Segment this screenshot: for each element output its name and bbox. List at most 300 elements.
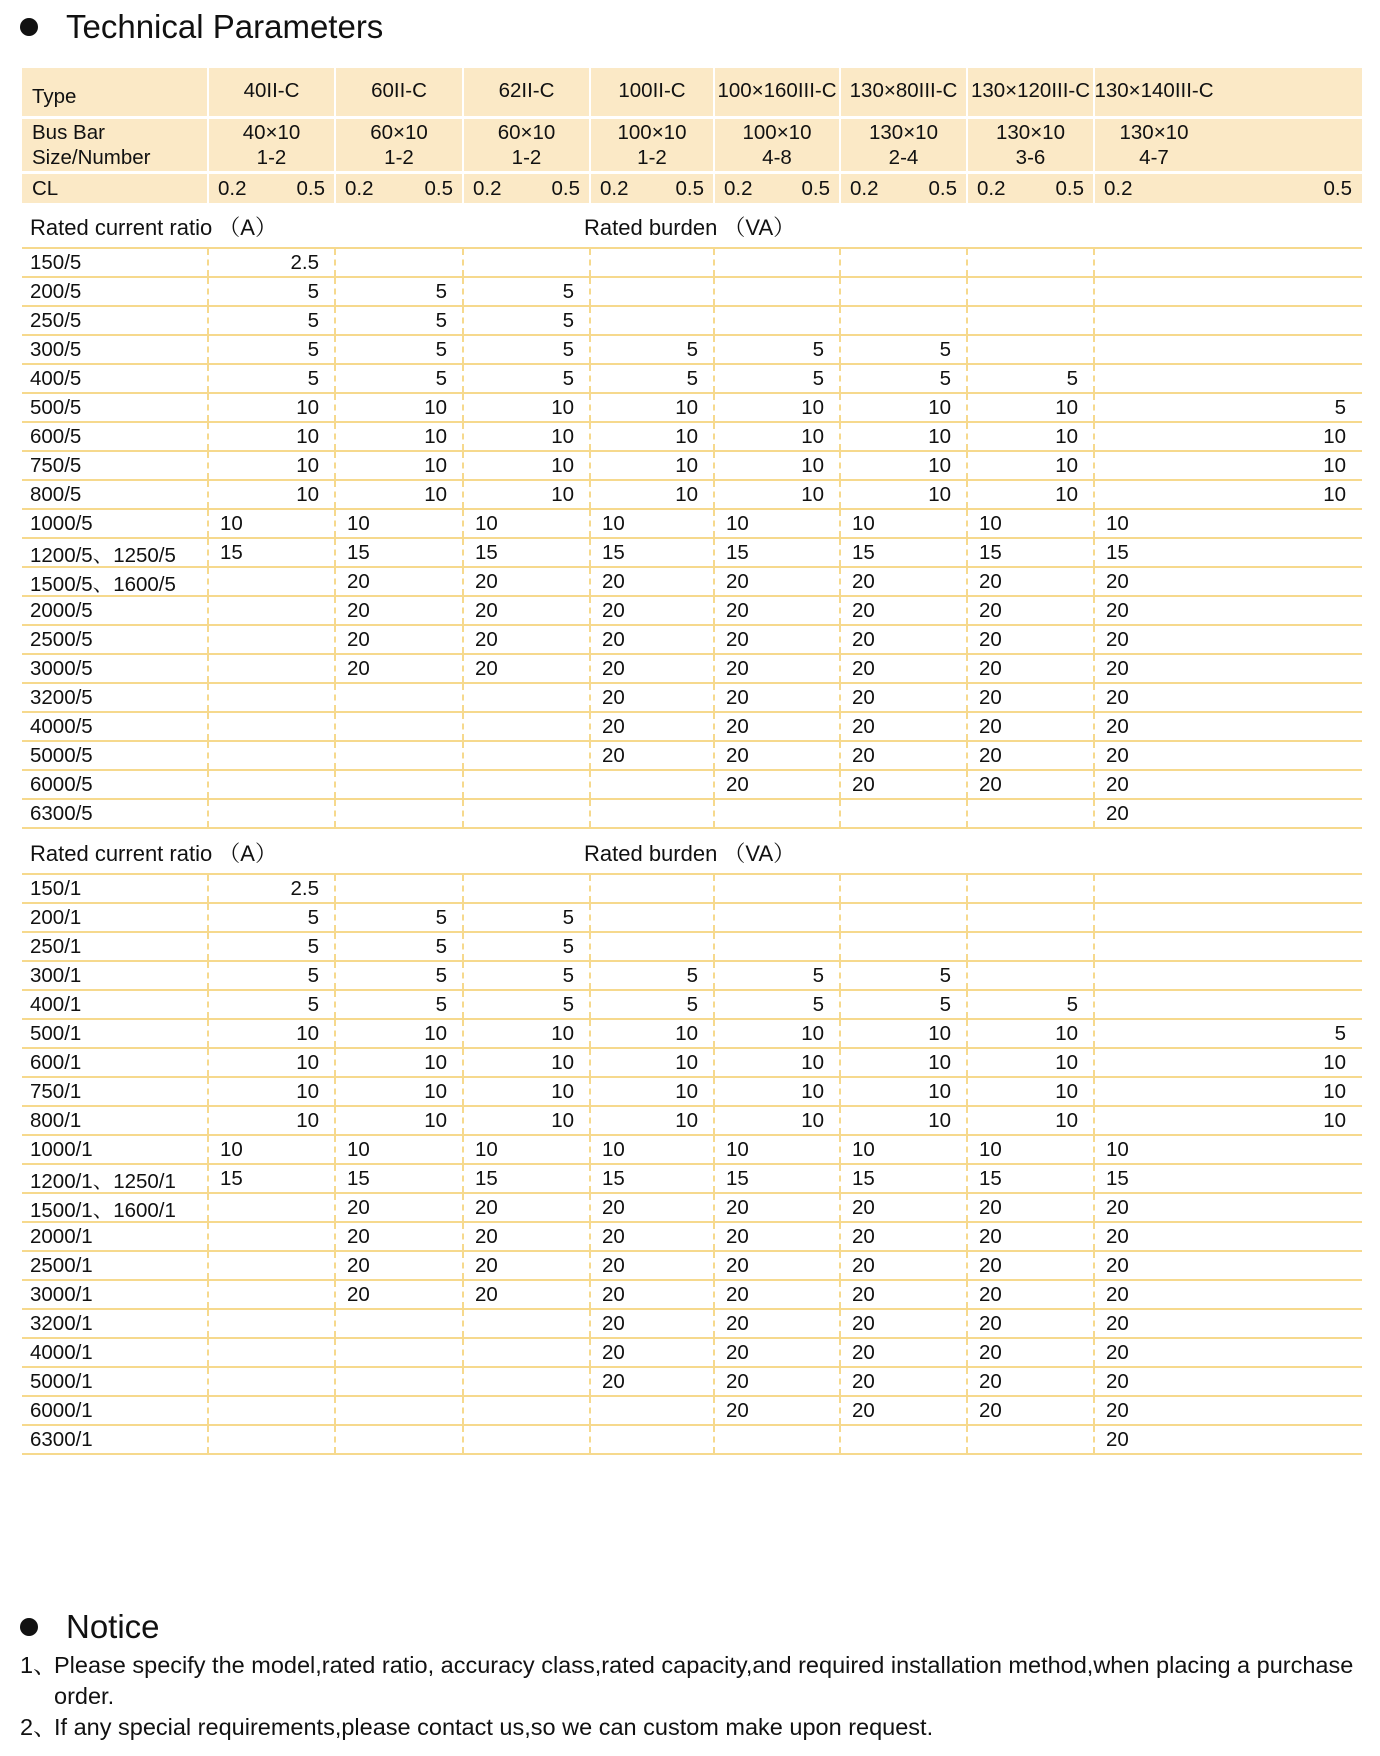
- column-divider: [1093, 365, 1095, 392]
- column-divider: [334, 1223, 336, 1250]
- cl-value: 0.5: [801, 176, 830, 200]
- table-row: [22, 1281, 1362, 1310]
- column-divider: [839, 875, 841, 902]
- column-divider: [334, 1426, 336, 1453]
- burden-value: 10: [1055, 424, 1078, 448]
- burden-value: 20: [1106, 627, 1129, 651]
- burden-value: 10: [220, 1137, 243, 1161]
- column-divider: [1093, 1020, 1095, 1047]
- type-header-cell: 100II-C: [618, 78, 686, 102]
- column-divider: [966, 336, 968, 363]
- busbar-size: 100×10: [742, 121, 812, 144]
- burden-value: 5: [435, 992, 447, 1016]
- column-divider: [1093, 249, 1095, 276]
- column-divider: [713, 510, 715, 537]
- ratio-label: 150/1: [30, 876, 82, 900]
- column-divider: [334, 249, 336, 276]
- column-divider: [713, 800, 715, 827]
- ratio-label: 4000/5: [30, 714, 93, 738]
- burden-value: 20: [726, 714, 749, 738]
- busbar-cell: [714, 119, 840, 171]
- column-divider: [462, 568, 464, 595]
- column-divider: [462, 510, 464, 537]
- column-divider: [589, 394, 591, 421]
- column-divider: [713, 713, 715, 740]
- burden-value: 20: [1106, 1253, 1129, 1277]
- ratio-label: 6000/1: [30, 1398, 93, 1422]
- burden-value: 10: [801, 1108, 824, 1132]
- column-divider: [1093, 1165, 1095, 1192]
- column-divider: [207, 875, 209, 902]
- column-divider: [462, 904, 464, 931]
- column-divider: [207, 655, 209, 682]
- burden-value: 10: [424, 1050, 447, 1074]
- burden-value: 10: [801, 1079, 824, 1103]
- column-divider: [589, 510, 591, 537]
- burden-value: 5: [686, 963, 698, 987]
- column-divider: [462, 174, 464, 203]
- burden-value: 10: [551, 1079, 574, 1103]
- burden-value: 20: [979, 743, 1002, 767]
- section-title-notice: [20, 1608, 160, 1646]
- table-row: [22, 365, 1362, 394]
- column-divider: [966, 539, 968, 566]
- burden-value: 10: [928, 453, 951, 477]
- column-divider: [966, 742, 968, 769]
- burden-value: 20: [475, 1253, 498, 1277]
- column-divider: [839, 174, 841, 203]
- column-divider: [589, 1107, 591, 1134]
- busbar-cell: [335, 119, 463, 171]
- column-divider: [966, 991, 968, 1018]
- column-divider: [1093, 510, 1095, 537]
- column-divider: [334, 742, 336, 769]
- column-divider: [589, 278, 591, 305]
- column-divider: [713, 1426, 715, 1453]
- column-divider: [839, 394, 841, 421]
- column-divider: [334, 510, 336, 537]
- column-divider: [207, 452, 209, 479]
- table-row: [22, 1020, 1362, 1049]
- type-header-cell: 130×80III-C: [849, 78, 958, 102]
- burden-value: 5: [1334, 1021, 1346, 1045]
- cl-value: 0.5: [1055, 176, 1084, 200]
- column-divider: [207, 1078, 209, 1105]
- column-divider: [1093, 68, 1095, 116]
- table-row: [22, 1223, 1362, 1252]
- burden-value: 5: [562, 308, 574, 332]
- ratio-label: 3000/5: [30, 656, 93, 680]
- column-divider: [589, 249, 591, 276]
- column-divider: [713, 1020, 715, 1047]
- column-divider: [207, 991, 209, 1018]
- notice-title: Notice: [66, 1608, 160, 1645]
- ratio-label: 1200/1、1250/1: [30, 1169, 176, 1193]
- page-title: Technical Parameters: [66, 8, 384, 45]
- burden-value: 15: [852, 1166, 875, 1190]
- burden-value: 5: [686, 366, 698, 390]
- bullet-icon: [20, 1618, 38, 1636]
- burden-value: 10: [801, 482, 824, 506]
- ratio-label: 1000/5: [30, 511, 93, 535]
- table-row: [22, 1397, 1362, 1426]
- burden-value: 10: [1323, 424, 1346, 448]
- burden-value: 20: [347, 627, 370, 651]
- column-divider: [966, 1136, 968, 1163]
- burden-value: 20: [1106, 772, 1129, 796]
- busbar-label: [22, 119, 218, 171]
- column-divider: [966, 1281, 968, 1308]
- column-divider: [207, 800, 209, 827]
- burden-value: 10: [475, 1137, 498, 1161]
- burden-value: 5: [435, 279, 447, 303]
- burden-value: 5: [307, 366, 319, 390]
- burden-value: 10: [928, 1021, 951, 1045]
- column-divider: [966, 597, 968, 624]
- busbar-number: 1-2: [511, 146, 542, 169]
- column-divider: [334, 800, 336, 827]
- column-divider: [334, 119, 336, 171]
- column-divider: [207, 307, 209, 334]
- ratio-label: 1500/5、1600/5: [30, 572, 176, 596]
- column-divider: [462, 597, 464, 624]
- busbar-label-line: Bus Bar: [32, 121, 105, 144]
- column-divider: [334, 394, 336, 421]
- column-divider: [589, 962, 591, 989]
- burden-value: 20: [979, 1398, 1002, 1422]
- burden-value: 5: [939, 366, 951, 390]
- burden-value: 5: [435, 963, 447, 987]
- burden-value: 20: [979, 1224, 1002, 1248]
- column-divider: [1093, 423, 1095, 450]
- burden-value: 20: [347, 1282, 370, 1306]
- column-divider: [839, 1194, 841, 1221]
- column-divider: [966, 1339, 968, 1366]
- ratio-label: 3200/1: [30, 1311, 93, 1335]
- column-divider: [713, 174, 715, 203]
- burden-value: 15: [220, 540, 243, 564]
- burden-value: 20: [979, 685, 1002, 709]
- column-divider: [207, 1223, 209, 1250]
- column-divider: [1093, 904, 1095, 931]
- column-divider: [334, 962, 336, 989]
- column-divider: [462, 1310, 464, 1337]
- burden-value: 20: [602, 743, 625, 767]
- table-row: [22, 1252, 1362, 1281]
- column-divider: [966, 684, 968, 711]
- burden-value: 20: [852, 598, 875, 622]
- burden-value: 10: [424, 482, 447, 506]
- ratio-label: 200/5: [30, 279, 82, 303]
- burden-value: 15: [602, 1166, 625, 1190]
- column-divider: [462, 423, 464, 450]
- burden-value: 10: [424, 1021, 447, 1045]
- burden-value: 5: [307, 992, 319, 1016]
- burden-value: 5: [1334, 395, 1346, 419]
- burden-value: 20: [475, 1224, 498, 1248]
- column-divider: [966, 1165, 968, 1192]
- column-divider: [207, 423, 209, 450]
- burden-value: 10: [1323, 453, 1346, 477]
- burden-value: 20: [475, 1282, 498, 1306]
- column-divider: [334, 307, 336, 334]
- column-divider: [334, 68, 336, 116]
- table-row: [22, 1049, 1362, 1078]
- table-row: [22, 423, 1362, 452]
- burden-value: 20: [347, 569, 370, 593]
- column-divider: [1093, 875, 1095, 902]
- column-divider: [334, 1339, 336, 1366]
- busbar-label-line: Size/Number: [32, 146, 151, 169]
- column-divider: [589, 336, 591, 363]
- burden-value: 10: [1323, 1108, 1346, 1132]
- burden-value: 10: [675, 424, 698, 448]
- table-row: [22, 539, 1362, 568]
- burden-value: 20: [979, 1282, 1002, 1306]
- column-divider: [589, 365, 591, 392]
- column-divider: [589, 800, 591, 827]
- column-divider: [1093, 655, 1095, 682]
- rated-current-ratio-label: Rated current ratio （A）: [30, 215, 277, 240]
- column-divider: [1093, 1194, 1095, 1221]
- ratio-label: 1000/1: [30, 1137, 93, 1161]
- column-divider: [713, 568, 715, 595]
- table-row: [22, 626, 1362, 655]
- table-row: [22, 1339, 1362, 1368]
- column-divider: [207, 1049, 209, 1076]
- column-divider: [207, 481, 209, 508]
- table-row: [22, 655, 1362, 684]
- column-divider: [966, 307, 968, 334]
- burden-value: 20: [726, 743, 749, 767]
- burden-value: 20: [852, 685, 875, 709]
- ratio-label: 6300/5: [30, 801, 93, 825]
- burden-value: 20: [475, 598, 498, 622]
- burden-value: 10: [801, 1050, 824, 1074]
- ratio-label: 200/1: [30, 905, 82, 929]
- column-divider: [334, 423, 336, 450]
- burden-value: 5: [562, 992, 574, 1016]
- column-divider: [713, 119, 715, 171]
- burden-value: 10: [675, 1079, 698, 1103]
- header-type-row: [22, 68, 1362, 116]
- column-divider: [1093, 568, 1095, 595]
- busbar-number: 2-4: [888, 146, 919, 169]
- column-divider: [713, 1194, 715, 1221]
- column-divider: [462, 1078, 464, 1105]
- column-divider: [713, 249, 715, 276]
- burden-value: 20: [852, 714, 875, 738]
- column-divider: [839, 771, 841, 798]
- column-divider: [589, 174, 591, 203]
- burden-value: 20: [852, 1253, 875, 1277]
- column-divider: [839, 904, 841, 931]
- column-divider: [589, 626, 591, 653]
- column-divider: [839, 933, 841, 960]
- ratio-subheader: [22, 203, 1362, 249]
- burden-value: 10: [551, 424, 574, 448]
- ratio-label: 1500/1、1600/1: [30, 1198, 176, 1222]
- ratio-label: 5000/1: [30, 1369, 93, 1393]
- burden-value: 10: [220, 511, 243, 535]
- column-divider: [1093, 800, 1095, 827]
- burden-value: 10: [1055, 1079, 1078, 1103]
- burden-value: 10: [296, 395, 319, 419]
- column-divider: [1093, 307, 1095, 334]
- column-divider: [207, 539, 209, 566]
- burden-value: 20: [602, 1282, 625, 1306]
- column-divider: [334, 1049, 336, 1076]
- column-divider: [589, 1165, 591, 1192]
- column-divider: [839, 568, 841, 595]
- ratio-label: 750/5: [30, 453, 82, 477]
- column-divider: [966, 174, 968, 203]
- table-row: [22, 1310, 1362, 1339]
- column-divider: [334, 539, 336, 566]
- column-divider: [839, 365, 841, 392]
- busbar-cell: [208, 119, 335, 171]
- burden-value: 10: [726, 511, 749, 535]
- burden-value: 10: [675, 453, 698, 477]
- column-divider: [589, 1397, 591, 1424]
- burden-value: 20: [852, 1224, 875, 1248]
- ratio-label: 6000/5: [30, 772, 93, 796]
- column-divider: [839, 1223, 841, 1250]
- burden-value: 10: [424, 453, 447, 477]
- burden-value: 20: [852, 772, 875, 796]
- column-divider: [1093, 597, 1095, 624]
- column-divider: [1093, 1397, 1095, 1424]
- burden-value: 20: [602, 627, 625, 651]
- busbar-size: 130×10: [1119, 121, 1189, 144]
- burden-value: 10: [928, 1050, 951, 1074]
- burden-value: 10: [928, 482, 951, 506]
- column-divider: [334, 278, 336, 305]
- burden-value: 5: [686, 337, 698, 361]
- burden-value: 10: [852, 1137, 875, 1161]
- burden-value: 20: [979, 569, 1002, 593]
- burden-value: 20: [852, 656, 875, 680]
- ratio-label: 5000/5: [30, 743, 93, 767]
- column-divider: [589, 991, 591, 1018]
- column-divider: [1093, 1252, 1095, 1279]
- type-header-cell: 40II-C: [243, 78, 300, 102]
- column-divider: [462, 1252, 464, 1279]
- burden-value: 10: [801, 453, 824, 477]
- column-divider: [589, 119, 591, 171]
- ratio-table-block: [22, 829, 1362, 1455]
- burden-value: 20: [1106, 1369, 1129, 1393]
- column-divider: [1093, 1426, 1095, 1453]
- header-cl-row: [22, 174, 1362, 203]
- burden-value: 10: [1106, 1137, 1129, 1161]
- burden-value: 20: [979, 714, 1002, 738]
- column-divider: [207, 962, 209, 989]
- burden-value: 5: [562, 963, 574, 987]
- burden-value: 5: [562, 905, 574, 929]
- column-divider: [589, 904, 591, 931]
- column-divider: [713, 742, 715, 769]
- burden-value: 5: [307, 934, 319, 958]
- type-header-cell: 130×120III-C: [970, 78, 1091, 102]
- column-divider: [839, 1165, 841, 1192]
- table-row: [22, 1078, 1362, 1107]
- column-divider: [966, 875, 968, 902]
- column-divider: [839, 597, 841, 624]
- column-divider: [589, 1368, 591, 1395]
- column-divider: [589, 713, 591, 740]
- column-divider: [334, 1078, 336, 1105]
- column-divider: [334, 336, 336, 363]
- ratio-label: 600/5: [30, 424, 82, 448]
- burden-value: 20: [979, 598, 1002, 622]
- column-divider: [839, 800, 841, 827]
- column-divider: [966, 249, 968, 276]
- column-divider: [462, 626, 464, 653]
- burden-value: 5: [307, 279, 319, 303]
- burden-value: 10: [675, 1108, 698, 1132]
- ratio-label: 300/5: [30, 337, 82, 361]
- burden-value: 10: [801, 424, 824, 448]
- busbar-size: 130×10: [996, 121, 1065, 144]
- column-divider: [334, 1252, 336, 1279]
- column-divider: [207, 1194, 209, 1221]
- column-divider: [207, 597, 209, 624]
- burden-value: 10: [551, 1050, 574, 1074]
- column-divider: [966, 1107, 968, 1134]
- burden-value: 20: [852, 1369, 875, 1393]
- table-row: [22, 278, 1362, 307]
- column-divider: [966, 568, 968, 595]
- burden-value: 15: [726, 1166, 749, 1190]
- burden-value: 15: [979, 540, 1002, 564]
- column-divider: [462, 119, 464, 171]
- burden-value: 5: [812, 963, 824, 987]
- notice-item: [20, 1650, 1365, 1712]
- column-divider: [1093, 713, 1095, 740]
- burden-value: 10: [979, 511, 1002, 535]
- column-divider: [713, 365, 715, 392]
- table-row: [22, 771, 1362, 800]
- burden-value: 10: [296, 482, 319, 506]
- ratio-subheader: [22, 829, 1362, 875]
- column-divider: [207, 1136, 209, 1163]
- burden-value: 10: [1323, 1050, 1346, 1074]
- column-divider: [1093, 742, 1095, 769]
- busbar-size: 100×10: [617, 121, 687, 144]
- burden-value: 15: [347, 540, 370, 564]
- table-row: [22, 568, 1362, 597]
- burden-value: 20: [475, 1195, 498, 1219]
- column-divider: [1093, 933, 1095, 960]
- burden-value: 2.5: [290, 250, 319, 274]
- column-divider: [334, 771, 336, 798]
- cl-value: 0.5: [928, 176, 957, 200]
- table-row: [22, 991, 1362, 1020]
- column-divider: [713, 1397, 715, 1424]
- column-divider: [462, 1223, 464, 1250]
- column-divider: [589, 307, 591, 334]
- cl-value: 0.2: [218, 176, 247, 200]
- table-row: [22, 452, 1362, 481]
- column-divider: [589, 539, 591, 566]
- column-divider: [1093, 1049, 1095, 1076]
- column-divider: [966, 68, 968, 116]
- busbar-size: 60×10: [370, 121, 428, 144]
- column-divider: [334, 1136, 336, 1163]
- notice-item-text: Please specify the model,rated ratio, accuracy class,rated capacity,and required installation method,when placing a purchase order.: [54, 1652, 1354, 1709]
- section-title-technical-parameters: [20, 8, 383, 46]
